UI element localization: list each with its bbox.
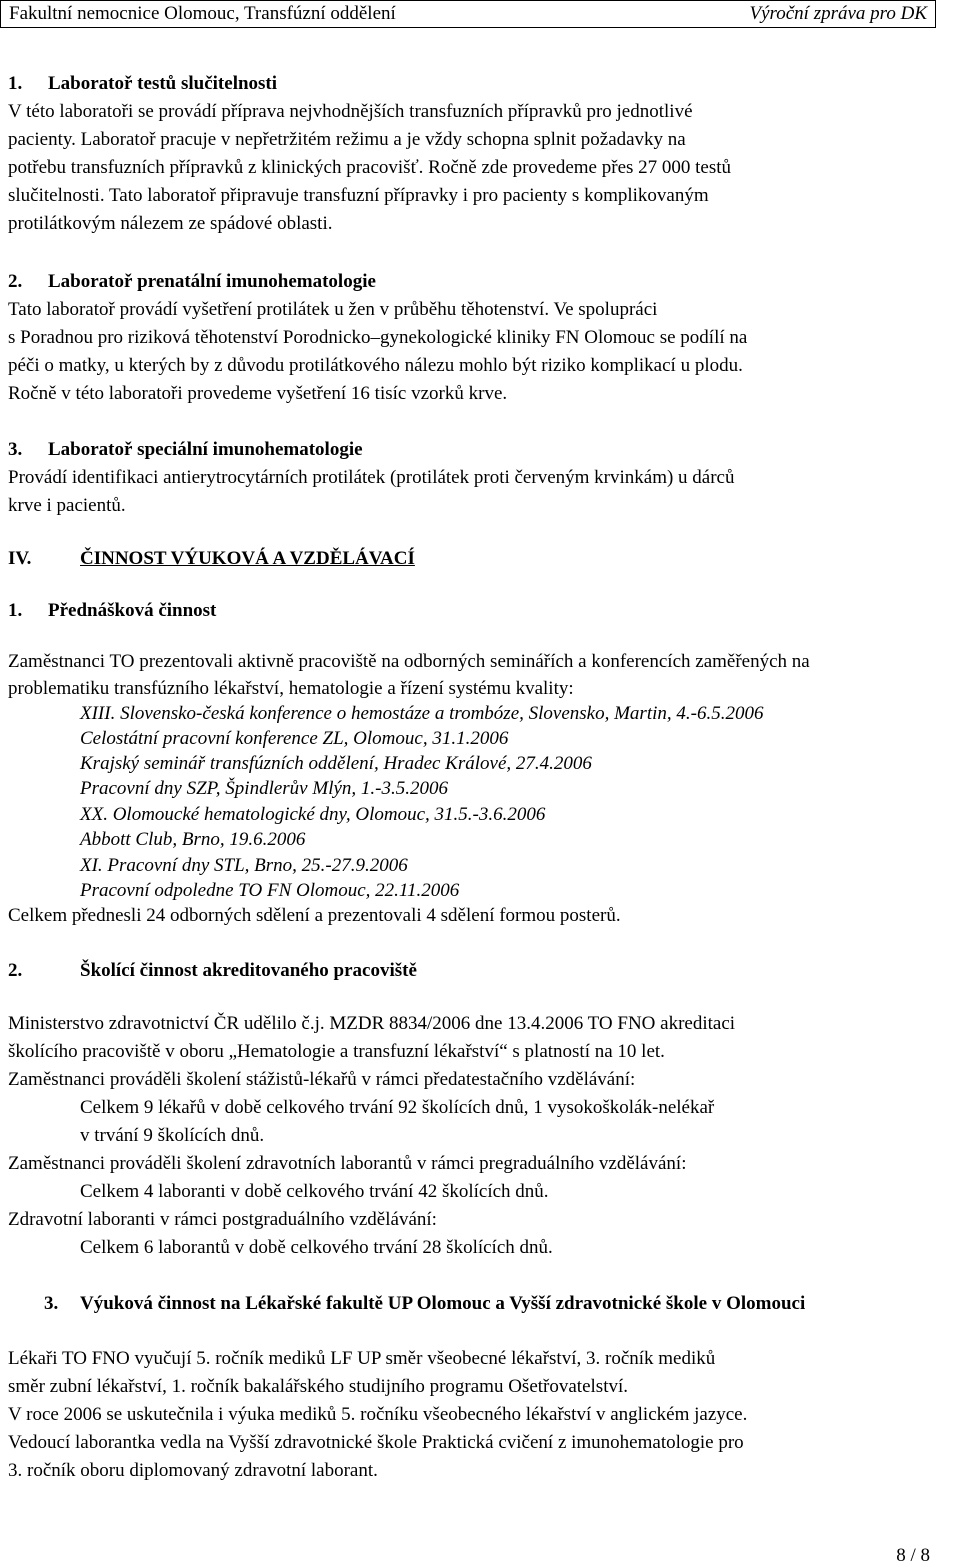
subsection-heading: 3. Výuková činnost na Lékařské fakultě UP Olomouc a Vyšší zdravotnické škole v Olomouci bbox=[44, 1293, 806, 1314]
paragraph-line: Celkem přednesli 24 odborných sdělení a prezentovali 4 sdělení formou posterů. bbox=[8, 905, 621, 926]
event-item: XI. Pracovní dny STL, Brno, 25.-27.9.2006 bbox=[80, 855, 408, 876]
page-header bbox=[0, 0, 936, 28]
paragraph-line: potřebu transfuzních přípravků z klinických pracovišť. Ročně zde provedeme přes 27 000 testů bbox=[8, 157, 732, 178]
paragraph-line: V této laboratoři se provádí příprava nejvhodnějších transfuzních přípravků pro jednotlivé bbox=[8, 101, 693, 122]
section-heading: 3. Laboratoř speciální imunohematologie bbox=[8, 439, 363, 460]
paragraph-line: protilátkovým nálezem ze spádové oblasti. bbox=[8, 213, 333, 234]
event-item: Celostátní pracovní konference ZL, Olomouc, 31.1.2006 bbox=[80, 728, 509, 749]
paragraph-line: Celkem 6 laborantů v době celkového trvání 28 školících dnů. bbox=[80, 1237, 553, 1258]
event-item: Pracovní odpoledne TO FN Olomouc, 22.11.2006 bbox=[80, 880, 460, 901]
subsection-heading: 2. Školící činnost akreditovaného pracoviště bbox=[8, 960, 417, 981]
paragraph-line: krve i pacientů. bbox=[8, 495, 126, 516]
paragraph-line: Vedoucí laborantka vedla na Vyšší zdravotnické škole Praktická cvičení z imunohematologie pro bbox=[8, 1432, 744, 1453]
paragraph-line: Celkem 9 lékařů v době celkového trvání 92 školících dnů, 1 vysokoškolák-nelékař bbox=[80, 1097, 715, 1118]
event-item: XIII. Slovensko-česká konference o hemostáze a trombóze, Slovensko, Martin, 4.-6.5.2006 bbox=[80, 703, 764, 724]
paragraph-line: s Poradnou pro riziková těhotenství Porodnicko–gynekologické kliniky FN Olomouc se podílí na bbox=[8, 327, 748, 348]
paragraph-line: Tato laboratoř provádí vyšetření protilátek u žen v průběhu těhotenství. Ve spolupráci bbox=[8, 299, 658, 320]
paragraph-line: směr zubní lékařství, 1. ročník bakalářského studijního programu Ošetřovatelství. bbox=[8, 1376, 628, 1397]
event-item: Abbott Club, Brno, 19.6.2006 bbox=[80, 829, 306, 850]
paragraph-line: slučitelnosti. Tato laboratoř připravuje transfuzní přípravky i pro pacienty s komplikovaným bbox=[8, 185, 709, 206]
paragraph-line: Celkem 4 laboranti v době celkového trvání 42 školících dnů. bbox=[80, 1181, 549, 1202]
paragraph-line: Ministerstvo zdravotnictví ČR udělilo č.j. MZDR 8834/2006 dne 13.4.2006 TO FNO akreditaci bbox=[8, 1013, 736, 1034]
page-number: 8 / 8 bbox=[896, 1545, 930, 1566]
paragraph-line: školícího pracoviště v oboru „Hematologie a transfuzní lékařství“ s platností na 10 let. bbox=[8, 1041, 665, 1062]
paragraph-line: Lékaři TO FNO vyučují 5. ročník mediků LF UP směr všeobecné lékařství, 3. ročník mediků bbox=[8, 1348, 716, 1369]
paragraph-line: 3. ročník oboru diplomovaný zdravotní laborant. bbox=[8, 1460, 378, 1481]
event-item: Pracovní dny SZP, Špindlerův Mlýn, 1.-3.5.2006 bbox=[80, 778, 448, 799]
header-institution: Fakultní nemocnice Olomouc, Transfúzní oddělení bbox=[9, 3, 396, 24]
paragraph-line: pacienty. Laboratoř pracuje v nepřetržitém režimu a je vždy schopna splnit požadavky na bbox=[8, 129, 686, 150]
subsection-heading: 1. Přednášková činnost bbox=[8, 600, 217, 621]
event-item: XX. Olomoucké hematologické dny, Olomouc, 31.5.-3.6.2006 bbox=[80, 804, 546, 825]
paragraph-line: problematiku transfúzního lékařství, hematologie a řízení systému kvality: bbox=[8, 678, 574, 699]
paragraph-line: Zaměstnanci prováděli školení zdravotních laborantů v rámci pregraduálního vzdělávání: bbox=[8, 1153, 687, 1174]
header-report-title: Výroční zpráva pro DK bbox=[749, 3, 927, 24]
section-heading: 2. Laboratoř prenatální imunohematologie bbox=[8, 271, 376, 292]
paragraph-line: v trvání 9 školících dnů. bbox=[80, 1125, 265, 1146]
paragraph-line: péči o matky, u kterých by z důvodu protilátkového nálezu mohlo být riziko komplikací u plodu. bbox=[8, 355, 743, 376]
section-heading: 1. Laboratoř testů slučitelnosti bbox=[8, 73, 278, 94]
chapter-heading: IV. ČINNOST VÝUKOVÁ A VZDĚLÁVACÍ bbox=[8, 548, 415, 569]
paragraph-line: Zaměstnanci prováděli školení stážistů-lékařů v rámci předatestačního vzdělávání: bbox=[8, 1069, 636, 1090]
event-item: Krajský seminář transfúzních oddělení, Hradec Králové, 27.4.2006 bbox=[80, 753, 592, 774]
paragraph-line: Ročně v této laboratoři provedeme vyšetření 16 tisíc vzorků krve. bbox=[8, 383, 508, 404]
paragraph-line: Provádí identifikaci antierytrocytárních protilátek (protilátek proti červeným krvinkám) u dárců bbox=[8, 467, 735, 488]
paragraph-line: V roce 2006 se uskutečnila i výuka mediků 5. ročníku všeobecného lékařství v anglickém jazyce. bbox=[8, 1404, 748, 1425]
paragraph-line: Zaměstnanci TO prezentovali aktivně pracoviště na odborných seminářích a konferencích zaměřených na bbox=[8, 651, 810, 672]
paragraph-line: Zdravotní laboranti v rámci postgraduálního vzdělávání: bbox=[8, 1209, 437, 1230]
